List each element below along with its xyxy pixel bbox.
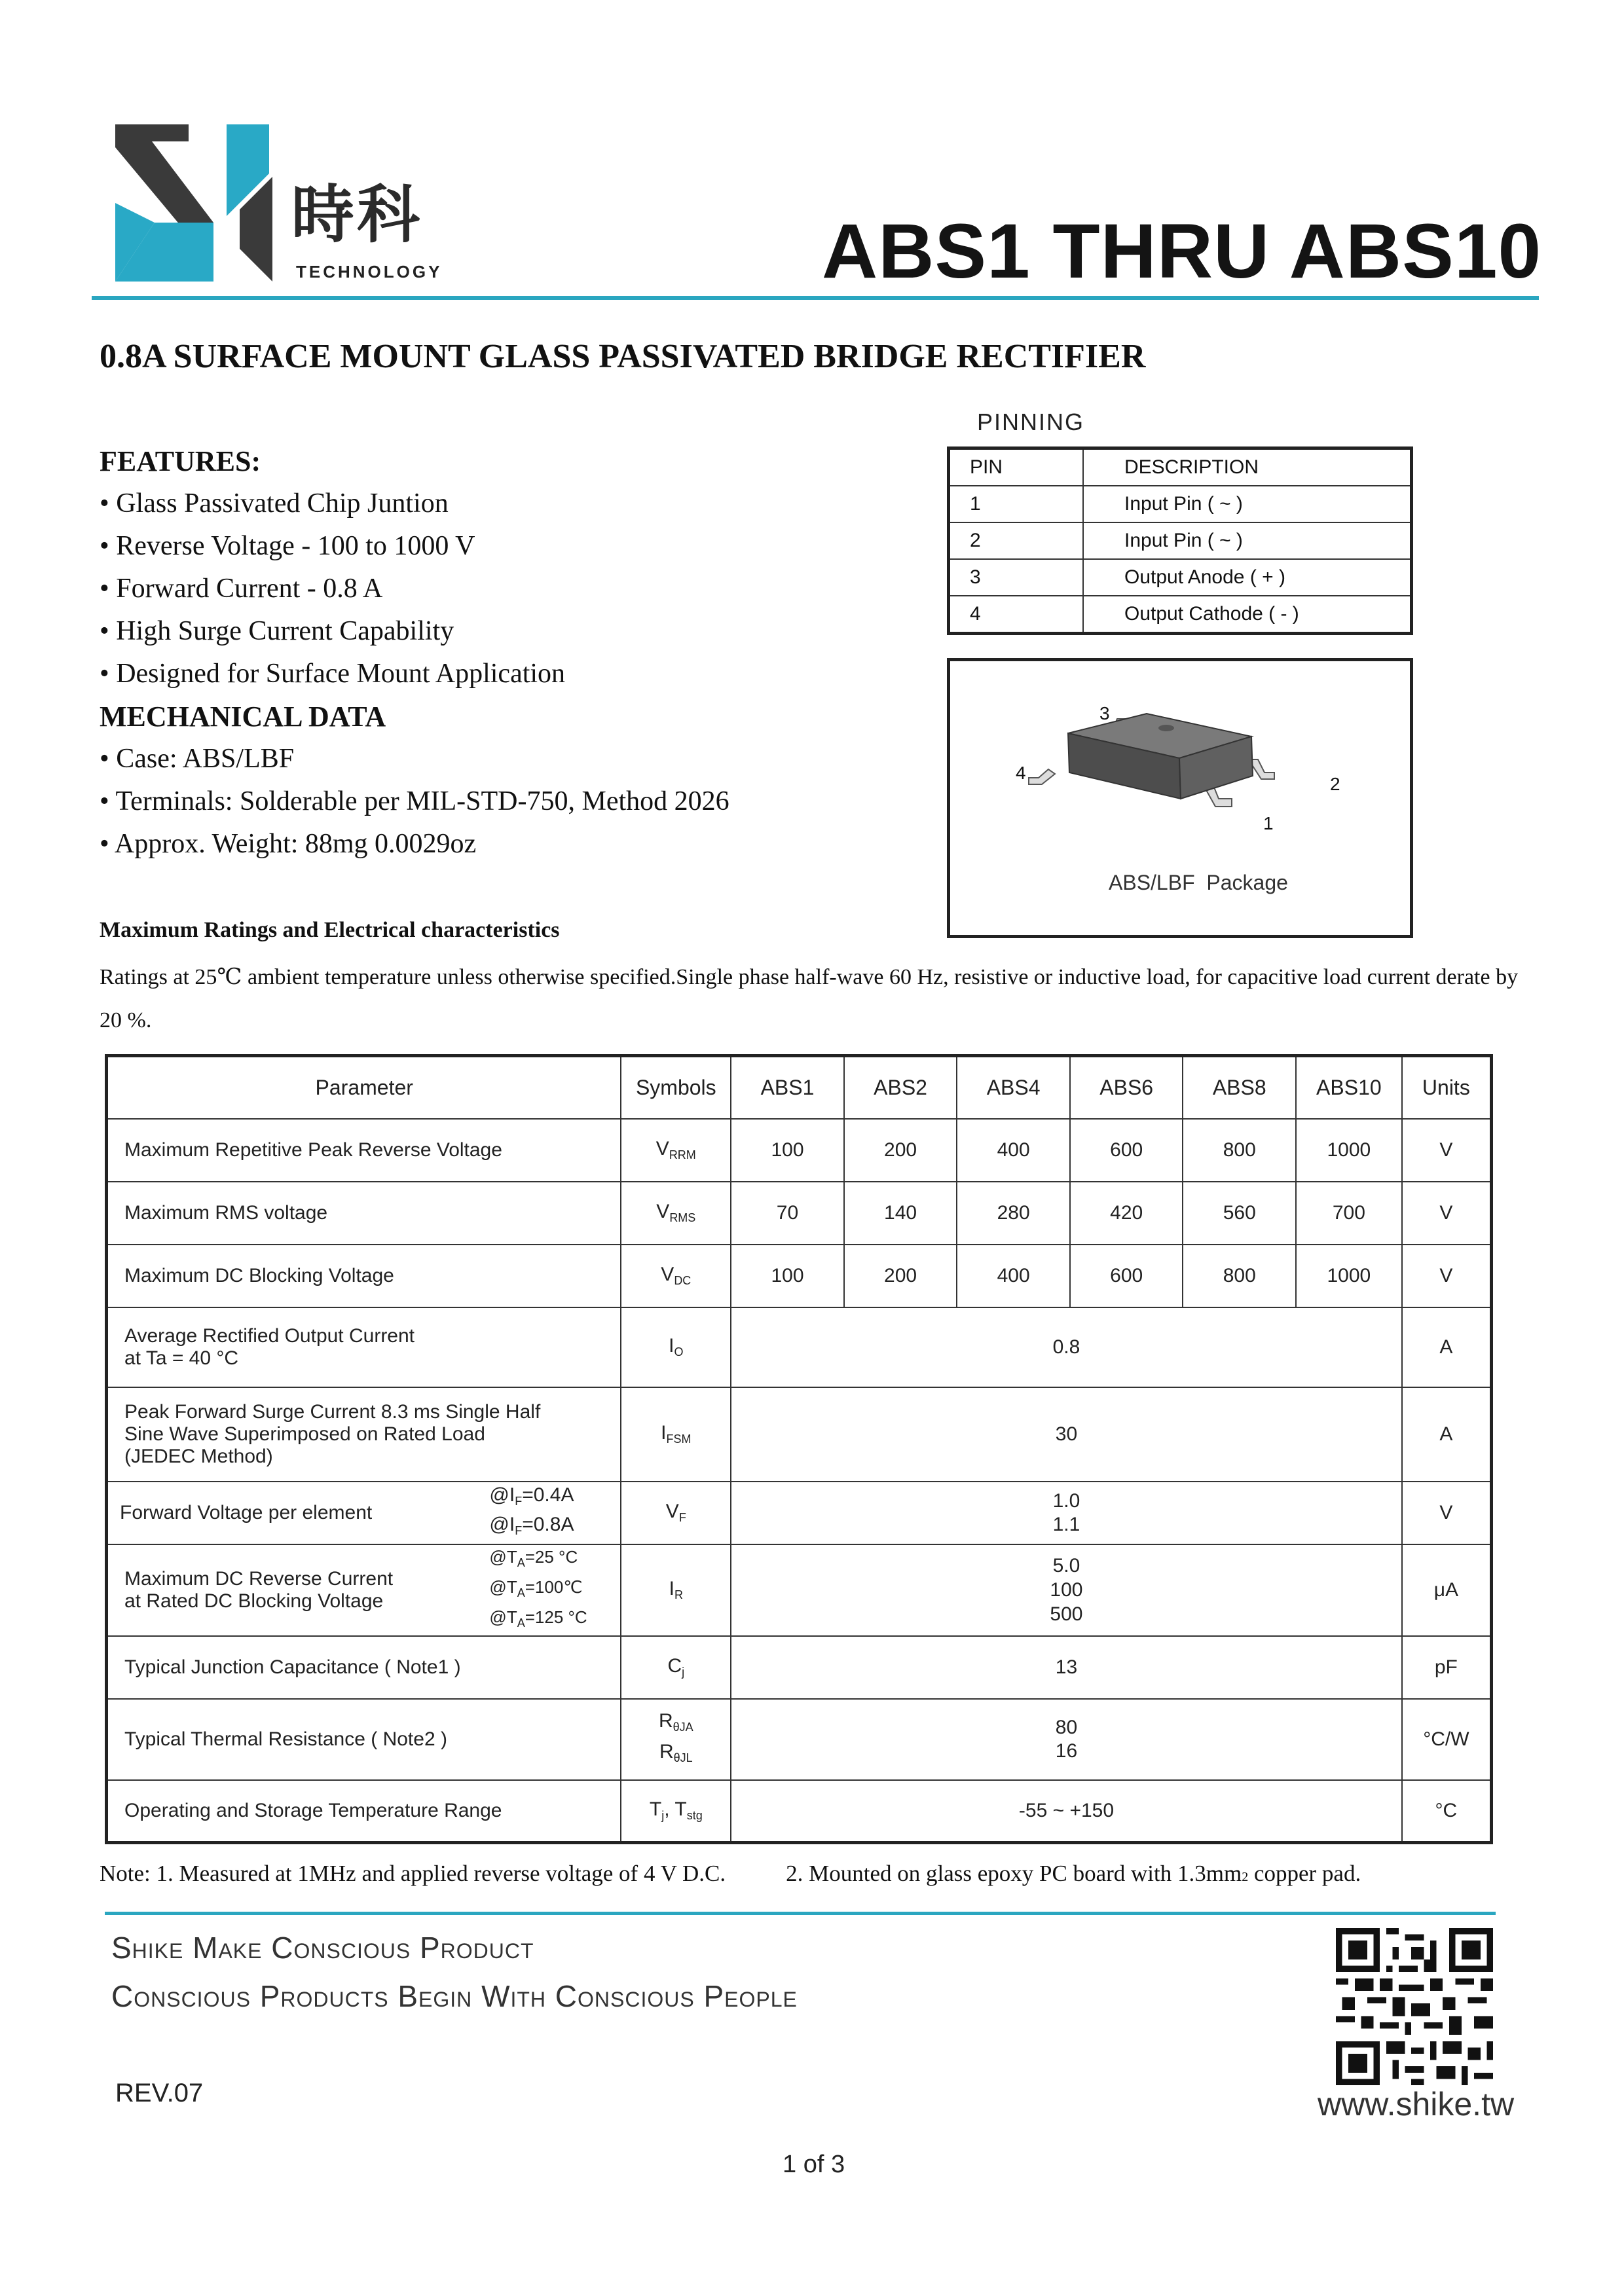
table-row — [107, 1482, 1492, 1544]
electrical-characteristics-table — [105, 1054, 1493, 1844]
table-row — [949, 596, 1412, 634]
mechanical-item: • Case: ABS/LBF — [100, 744, 295, 774]
symbol-cell: $V_F$ — [621, 1482, 731, 1544]
website-link[interactable]: www.shike.tw — [1318, 2086, 1515, 2123]
unit-cell: A — [1402, 1387, 1492, 1482]
table-row — [949, 522, 1412, 559]
unit-cell: V — [1402, 1182, 1492, 1245]
table-header-row — [107, 1056, 1492, 1119]
parameter-cell: Peak Forward Surge Current 8.3 ms Single Half Sine Wave Superimposed on Rated Load (JEDEC Method) — [107, 1387, 621, 1482]
value-cell: 800 — [1183, 1245, 1296, 1307]
unit-cell: A — [1402, 1307, 1492, 1387]
value-cell: 600 — [1070, 1245, 1183, 1307]
value-cell: 100 — [731, 1245, 844, 1307]
pin-description: Output Anode ( + ) — [1083, 559, 1412, 596]
header-divider — [92, 296, 1539, 300]
ratings-title: Maximum Ratings and Electrical characteristics — [100, 918, 560, 942]
value-cell: 200 — [844, 1119, 957, 1182]
value-cell: 5.0 100 500 — [731, 1544, 1402, 1636]
table-row — [949, 486, 1412, 522]
table-row — [107, 1544, 1492, 1636]
pinning-table — [947, 446, 1413, 635]
unit-cell: V — [1402, 1245, 1492, 1307]
symbol-cell: $T_j$, $T_{stg}$ — [621, 1780, 731, 1843]
mechanical-item: • Terminals: Solderable per MIL-STD-750, Method 2026 — [100, 786, 729, 816]
value-cell: 200 — [844, 1245, 957, 1307]
value-cell: 70 — [731, 1182, 844, 1245]
features-heading: FEATURES: — [100, 445, 261, 477]
table-notes — [100, 1861, 1361, 1887]
table-row — [107, 1387, 1492, 1482]
symbol-cell: $I_O$ — [621, 1307, 731, 1387]
unit-cell: pF — [1402, 1636, 1492, 1699]
package-diagram-box — [947, 658, 1413, 938]
package-caption: ABS/LBF Package — [1109, 871, 1288, 894]
pin-label-1: 1 — [1263, 813, 1274, 833]
unit-cell: V — [1402, 1119, 1492, 1182]
pin-description: Input Pin ( ~ ) — [1083, 522, 1412, 559]
brand-technology-label: TECHNOLOGY — [296, 262, 443, 282]
mechanical-heading: MECHANICAL DATA — [100, 701, 386, 733]
shike-logo — [115, 124, 272, 282]
pin-description: Input Pin ( ~ ) — [1083, 486, 1412, 522]
table-row — [107, 1780, 1492, 1843]
pin-description: Output Cathode ( - ) — [1083, 596, 1412, 634]
pinning-title: PINNING — [977, 409, 1085, 435]
product-subtitle: 0.8A SURFACE MOUNT GLASS PASSIVATED BRIDGE RECTIFIER — [100, 338, 1146, 375]
value-cell: 280 — [957, 1182, 1070, 1245]
description-header: DESCRIPTION — [1083, 448, 1412, 486]
footer-divider — [105, 1912, 1496, 1915]
table-row — [107, 1119, 1492, 1182]
pin-label-3: 3 — [1099, 703, 1110, 723]
symbol-cell: $V_{RRM}$ — [621, 1119, 731, 1182]
feature-item: • Forward Current - 0.8 A — [100, 574, 383, 604]
column-header: ABS1 — [731, 1056, 844, 1119]
column-header: ABS2 — [844, 1056, 957, 1119]
value-cell: 1000 — [1296, 1245, 1402, 1307]
unit-cell: °C — [1402, 1780, 1492, 1843]
parameter-cell: Average Rectified Output Current at Ta = 40 °C — [107, 1307, 621, 1387]
parameter-cell: Maximum DC Blocking Voltage — [107, 1245, 621, 1307]
slogan-line-1: Shike Make Conscious Product — [111, 1931, 534, 1965]
value-cell: 400 — [957, 1245, 1070, 1307]
parameter-cell: Maximum Repetitive Peak Reverse Voltage — [107, 1119, 621, 1182]
symbol-cell: $I_R$ — [621, 1544, 731, 1636]
table-row — [107, 1245, 1492, 1307]
table-row — [949, 448, 1412, 486]
pin-number: 4 — [949, 596, 1084, 634]
feature-item: • Glass Passivated Chip Juntion — [100, 488, 449, 519]
symbol-cell: $V_{DC}$ — [621, 1245, 731, 1307]
column-header: ABS6 — [1070, 1056, 1183, 1119]
value-cell: 0.8 — [731, 1307, 1402, 1387]
mechanical-item: • Approx. Weight: 88mg 0.0029oz — [100, 829, 477, 859]
pin-label-4: 4 — [1016, 763, 1026, 783]
table-row — [107, 1307, 1492, 1387]
unit-cell: °C/W — [1402, 1699, 1492, 1780]
brand-chinese-name: 時科 — [291, 178, 422, 251]
value-cell: 30 — [731, 1387, 1402, 1482]
column-header: Parameter — [107, 1056, 621, 1119]
value-cell: 140 — [844, 1182, 957, 1245]
pin-number: 2 — [949, 522, 1084, 559]
features-section — [100, 440, 729, 866]
table-row — [107, 1699, 1492, 1780]
value-cell: 400 — [957, 1119, 1070, 1182]
table-row — [949, 559, 1412, 596]
value-cell: 800 — [1183, 1119, 1296, 1182]
value-cell: 1000 — [1296, 1119, 1402, 1182]
note-1: Note: 1. Measured at 1MHz and applied reverse voltage of 4 V D.C. — [100, 1861, 726, 1886]
table-row — [107, 1636, 1492, 1699]
parameter-cell: Maximum RMS voltage — [107, 1182, 621, 1245]
value-cell: 600 — [1070, 1119, 1183, 1182]
column-header: Symbols — [621, 1056, 731, 1119]
slogan-line-2: Conscious Products Begin With Conscious People — [111, 1979, 798, 2013]
value-cell: 700 — [1296, 1182, 1402, 1245]
value-cell: 420 — [1070, 1182, 1183, 1245]
value-cell: 1.0 1.1 — [731, 1482, 1402, 1544]
parameter-cell: Typical Thermal Resistance ( Note2 ) — [107, 1699, 621, 1780]
parameter-cell: Maximum DC Reverse Current at Rated DC Blocking Voltage $@T_A=25$ °C $@T_A=100℃$ $@T_A=125$ °C — [107, 1544, 621, 1636]
document-title: ABS1 THRU ABS10 — [822, 208, 1542, 295]
column-header: ABS8 — [1183, 1056, 1296, 1119]
symbol-cell: $I_{FSM}$ — [621, 1387, 731, 1482]
note-2: 2. Mounted on glass epoxy PC board with 1.3mm2 copper pad. — [786, 1861, 1361, 1886]
column-header: ABS4 — [957, 1056, 1070, 1119]
ratings-description: Ratings at 25℃ ambient temperature unless otherwise specified.Single phase half-wave 60 Hz, resistive or inductive load, for capacitive load current derate by 20 %. — [100, 965, 1519, 1032]
unit-cell: V — [1402, 1482, 1492, 1544]
pin-header: PIN — [949, 448, 1084, 486]
parameter-cell: Operating and Storage Temperature Range — [107, 1780, 621, 1843]
value-cell: 560 — [1183, 1182, 1296, 1245]
value-cell: 13 — [731, 1636, 1402, 1699]
revision-label: REV.07 — [115, 2079, 204, 2107]
value-cell: -55 ~ +150 — [731, 1780, 1402, 1843]
column-header: Units — [1402, 1056, 1492, 1119]
feature-item: • Reverse Voltage - 100 to 1000 V — [100, 531, 475, 561]
qr-code — [1336, 1928, 1493, 2085]
symbol-cell: $R_{\theta JA}$ $R_{\theta JL}$ — [621, 1699, 731, 1780]
symbol-cell: $C_j$ — [621, 1636, 731, 1699]
column-header: ABS10 — [1296, 1056, 1402, 1119]
page-number: 1 of 3 — [783, 2151, 845, 2178]
value-cell: 80 16 — [731, 1699, 1402, 1780]
pin-number: 3 — [949, 559, 1084, 596]
parameter-cell: Typical Junction Capacitance ( Note1 ) — [107, 1636, 621, 1699]
unit-cell: μA — [1402, 1544, 1492, 1636]
table-row — [107, 1182, 1492, 1245]
pin-label-2: 2 — [1330, 774, 1340, 794]
parameter-cell: Forward Voltage per element $@I_F=0.4A$ $@I_F=0.8A$ — [107, 1482, 621, 1544]
pin-number: 1 — [949, 486, 1084, 522]
feature-item: • High Surge Current Capability — [100, 616, 454, 646]
value-cell: 100 — [731, 1119, 844, 1182]
symbol-cell: $V_{RMS}$ — [621, 1182, 731, 1245]
feature-item: • Designed for Surface Mount Application — [100, 659, 566, 689]
